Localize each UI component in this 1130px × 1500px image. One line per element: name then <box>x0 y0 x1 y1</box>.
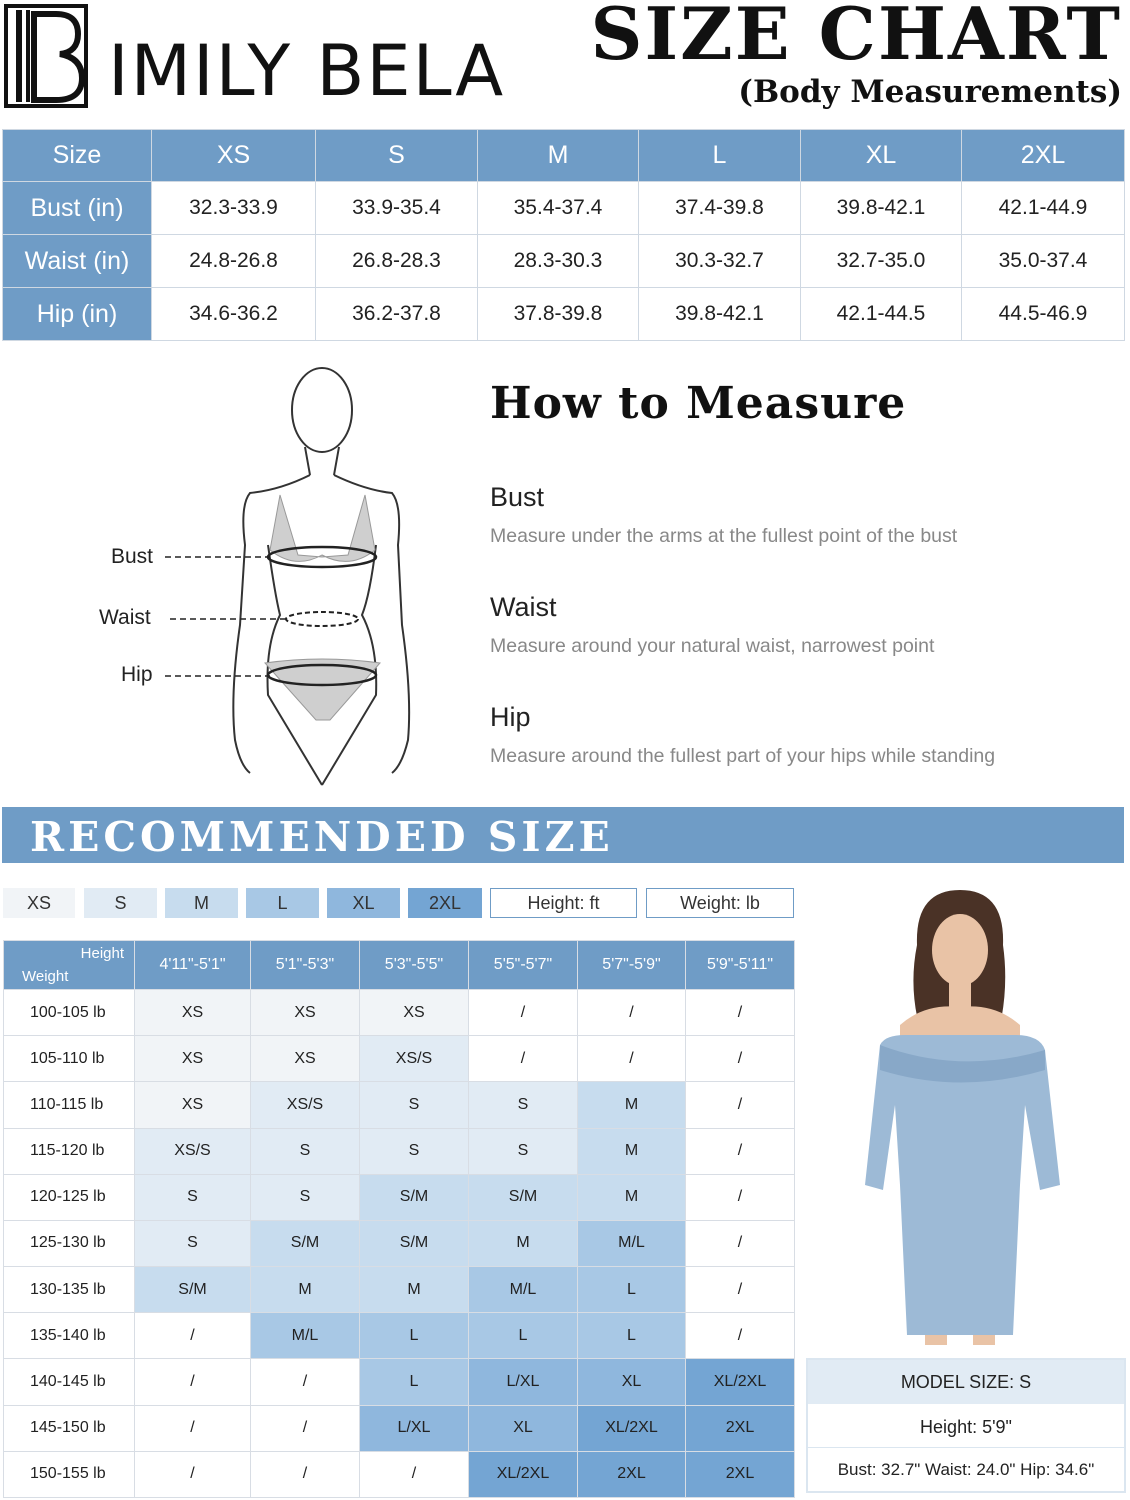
measurement-cell: 44.5-46.9 <box>962 288 1125 341</box>
legend-s: S <box>84 888 157 918</box>
model-size: MODEL SIZE: S <box>808 1360 1124 1404</box>
table-row <box>4 1174 795 1220</box>
body-diagram <box>90 365 430 790</box>
size-cell: / <box>686 1082 795 1128</box>
size-cell: L <box>578 1267 686 1313</box>
page-title: SIZE CHART <box>590 0 1122 76</box>
legend-l: L <box>246 888 319 918</box>
size-cell: S/M <box>360 1220 469 1266</box>
table-row <box>3 288 1125 341</box>
measurement-cell: 35.0-37.4 <box>962 235 1125 288</box>
size-cell: / <box>686 1220 795 1266</box>
model-info-card <box>806 1358 1126 1493</box>
size-chart-table <box>2 129 1125 341</box>
size-cell: L <box>360 1313 469 1359</box>
size-cell: / <box>251 1451 360 1497</box>
size-cell: 2XL <box>578 1451 686 1497</box>
legend-xs: XS <box>3 888 75 918</box>
waist-description: Measure around your natural waist, narrowest point <box>490 635 935 657</box>
height-header: 4'11"-5'1" <box>135 941 251 990</box>
measurement-cell: 32.3-33.9 <box>152 182 316 235</box>
size-header-2xl: 2XL <box>962 130 1125 182</box>
weight-cell: 145-150 lb <box>4 1405 135 1451</box>
size-cell: XL <box>469 1405 578 1451</box>
measurement-cell: 26.8-28.3 <box>316 235 478 288</box>
size-cell: S/M <box>251 1220 360 1266</box>
size-cell: M <box>469 1220 578 1266</box>
size-cell: / <box>686 1313 795 1359</box>
size-cell: / <box>578 1036 686 1082</box>
size-cell: L <box>360 1359 469 1405</box>
row-label: Waist (in) <box>3 235 152 288</box>
size-cell: L <box>469 1313 578 1359</box>
size-cell: XS/S <box>360 1036 469 1082</box>
size-cell: XL/2XL <box>578 1405 686 1451</box>
size-cell: XS <box>135 990 251 1036</box>
table-row <box>4 1405 795 1451</box>
size-header-xs: XS <box>152 130 316 182</box>
measurement-cell: 37.8-39.8 <box>478 288 639 341</box>
measurement-cell: 28.3-30.3 <box>478 235 639 288</box>
waist-measure-line <box>286 612 358 626</box>
brand <box>4 4 524 114</box>
legend-weight-unit: Weight: lb <box>646 888 794 918</box>
measurement-cell: 39.8-42.1 <box>639 288 801 341</box>
size-cell: M <box>578 1082 686 1128</box>
weight-cell: 135-140 lb <box>4 1313 135 1359</box>
measurement-cell: 42.1-44.5 <box>801 288 962 341</box>
size-cell: M/L <box>578 1220 686 1266</box>
size-cell: S <box>469 1128 578 1174</box>
size-cell: M/L <box>251 1313 360 1359</box>
size-cell: XS <box>360 990 469 1036</box>
size-cell: S <box>251 1128 360 1174</box>
height-header: 5'7"-5'9" <box>578 941 686 990</box>
table-row <box>4 990 795 1036</box>
figure-head <box>292 368 352 452</box>
size-cell: / <box>135 1405 251 1451</box>
size-cell: / <box>251 1359 360 1405</box>
size-cell: L <box>578 1313 686 1359</box>
size-cell: 2XL <box>686 1405 795 1451</box>
weight-cell: 140-145 lb <box>4 1359 135 1405</box>
size-cell: L/XL <box>469 1359 578 1405</box>
model-height: Height: 5'9" <box>808 1406 1124 1448</box>
height-header: 5'3"-5'5" <box>360 941 469 990</box>
table-row <box>4 1220 795 1266</box>
weight-cell: 125-130 lb <box>4 1220 135 1266</box>
table-row <box>3 182 1125 235</box>
legend-m: M <box>165 888 238 918</box>
model-photo <box>845 885 1075 1345</box>
size-cell: M <box>360 1267 469 1313</box>
corner-weight-label: Weight <box>22 968 69 985</box>
size-cell: XL/2XL <box>686 1359 795 1405</box>
size-cell: S <box>251 1174 360 1220</box>
recommended-title: RECOMMENDED SIZE <box>30 813 614 861</box>
recommended-size-table <box>3 940 795 1498</box>
measurement-cell: 42.1-44.9 <box>962 182 1125 235</box>
size-cell: S <box>469 1082 578 1128</box>
size-cell: / <box>135 1451 251 1497</box>
size-cell: XS/S <box>251 1082 360 1128</box>
size-header-s: S <box>316 130 478 182</box>
size-cell: XS/S <box>135 1128 251 1174</box>
size-cell: / <box>135 1359 251 1405</box>
measurement-cell: 34.6-36.2 <box>152 288 316 341</box>
size-cell: / <box>686 1128 795 1174</box>
size-cell: XL <box>578 1359 686 1405</box>
hip-heading: Hip <box>490 702 531 732</box>
size-column-header: Size <box>3 130 152 182</box>
bust-description: Measure under the arms at the fullest point of the bust <box>490 525 958 547</box>
weight-cell: 150-155 lb <box>4 1451 135 1497</box>
weight-cell: 130-135 lb <box>4 1267 135 1313</box>
height-header: 5'1"-5'3" <box>251 941 360 990</box>
weight-cell: 105-110 lb <box>4 1036 135 1082</box>
bust-heading: Bust <box>490 482 545 512</box>
size-cell: / <box>686 1267 795 1313</box>
table-row <box>3 235 1125 288</box>
table-corner <box>4 941 135 990</box>
table-row <box>4 1313 795 1359</box>
size-cell: XS <box>251 1036 360 1082</box>
figure-label-hip: Hip <box>121 663 153 686</box>
size-cell: 2XL <box>686 1451 795 1497</box>
size-header-xl: XL <box>801 130 962 182</box>
row-label: Bust (in) <box>3 182 152 235</box>
size-cell: XS <box>251 990 360 1036</box>
measurement-cell: 35.4-37.4 <box>478 182 639 235</box>
size-cell: / <box>135 1313 251 1359</box>
row-label: Hip (in) <box>3 288 152 341</box>
measurement-cell: 24.8-26.8 <box>152 235 316 288</box>
measurement-cell: 32.7-35.0 <box>801 235 962 288</box>
size-cell: / <box>251 1405 360 1451</box>
measurement-cell: 37.4-39.8 <box>639 182 801 235</box>
table-row <box>4 1128 795 1174</box>
figure-label-bust: Bust <box>111 545 154 568</box>
height-header: 5'5"-5'7" <box>469 941 578 990</box>
height-header: 5'9"-5'11" <box>686 941 795 990</box>
size-cell: L/XL <box>360 1405 469 1451</box>
table-row <box>4 1082 795 1128</box>
recommended-header-row <box>4 941 795 990</box>
size-cell: M <box>578 1174 686 1220</box>
weight-cell: 120-125 lb <box>4 1174 135 1220</box>
brand-logo-icon <box>4 4 88 108</box>
corner-height-label: Height <box>80 945 124 962</box>
recommended-banner <box>2 807 1124 863</box>
size-cell: S/M <box>360 1174 469 1220</box>
figure-label-waist: Waist <box>99 606 151 629</box>
size-cell: / <box>578 990 686 1036</box>
size-cell: S <box>135 1174 251 1220</box>
size-cell: / <box>686 1174 795 1220</box>
size-cell: M/L <box>469 1267 578 1313</box>
measurement-cell: 39.8-42.1 <box>801 182 962 235</box>
size-cell: / <box>686 1036 795 1082</box>
weight-cell: 110-115 lb <box>4 1082 135 1128</box>
page-subtitle: (Body Measurements) <box>738 74 1122 110</box>
size-cell: XL/2XL <box>469 1451 578 1497</box>
model-measurements: Bust: 32.7" Waist: 24.0" Hip: 34.6" <box>837 1460 1095 1479</box>
table-row <box>4 1451 795 1497</box>
legend-xl: XL <box>327 888 400 918</box>
size-cell: / <box>686 990 795 1036</box>
size-cell: / <box>469 990 578 1036</box>
size-cell: S/M <box>135 1267 251 1313</box>
size-cell: S/M <box>469 1174 578 1220</box>
size-cell: XS <box>135 1036 251 1082</box>
table-row <box>4 1036 795 1082</box>
size-cell: / <box>360 1451 469 1497</box>
table-row <box>4 1359 795 1405</box>
measurement-cell: 30.3-32.7 <box>639 235 801 288</box>
hip-description: Measure around the fullest part of your hips while standing <box>490 745 996 767</box>
legend-height-unit: Height: ft <box>490 888 637 918</box>
measurement-cell: 36.2-37.8 <box>316 288 478 341</box>
weight-cell: 100-105 lb <box>4 990 135 1036</box>
measurement-cell: 33.9-35.4 <box>316 182 478 235</box>
how-to-measure-title: How to Measure <box>490 378 907 429</box>
size-cell: M <box>251 1267 360 1313</box>
legend-2xl: 2XL <box>408 888 482 918</box>
weight-cell: 115-120 lb <box>4 1128 135 1174</box>
size-cell: S <box>360 1128 469 1174</box>
table-row <box>4 1267 795 1313</box>
waist-heading: Waist <box>490 592 557 622</box>
size-cell: XS <box>135 1082 251 1128</box>
size-header-m: M <box>478 130 639 182</box>
size-cell: / <box>469 1036 578 1082</box>
size-cell: M <box>578 1128 686 1174</box>
brand-name: IMILY BELA <box>108 30 506 112</box>
size-cell: S <box>360 1082 469 1128</box>
size-header-l: L <box>639 130 801 182</box>
size-chart-header-row <box>3 130 1125 182</box>
size-cell: S <box>135 1220 251 1266</box>
